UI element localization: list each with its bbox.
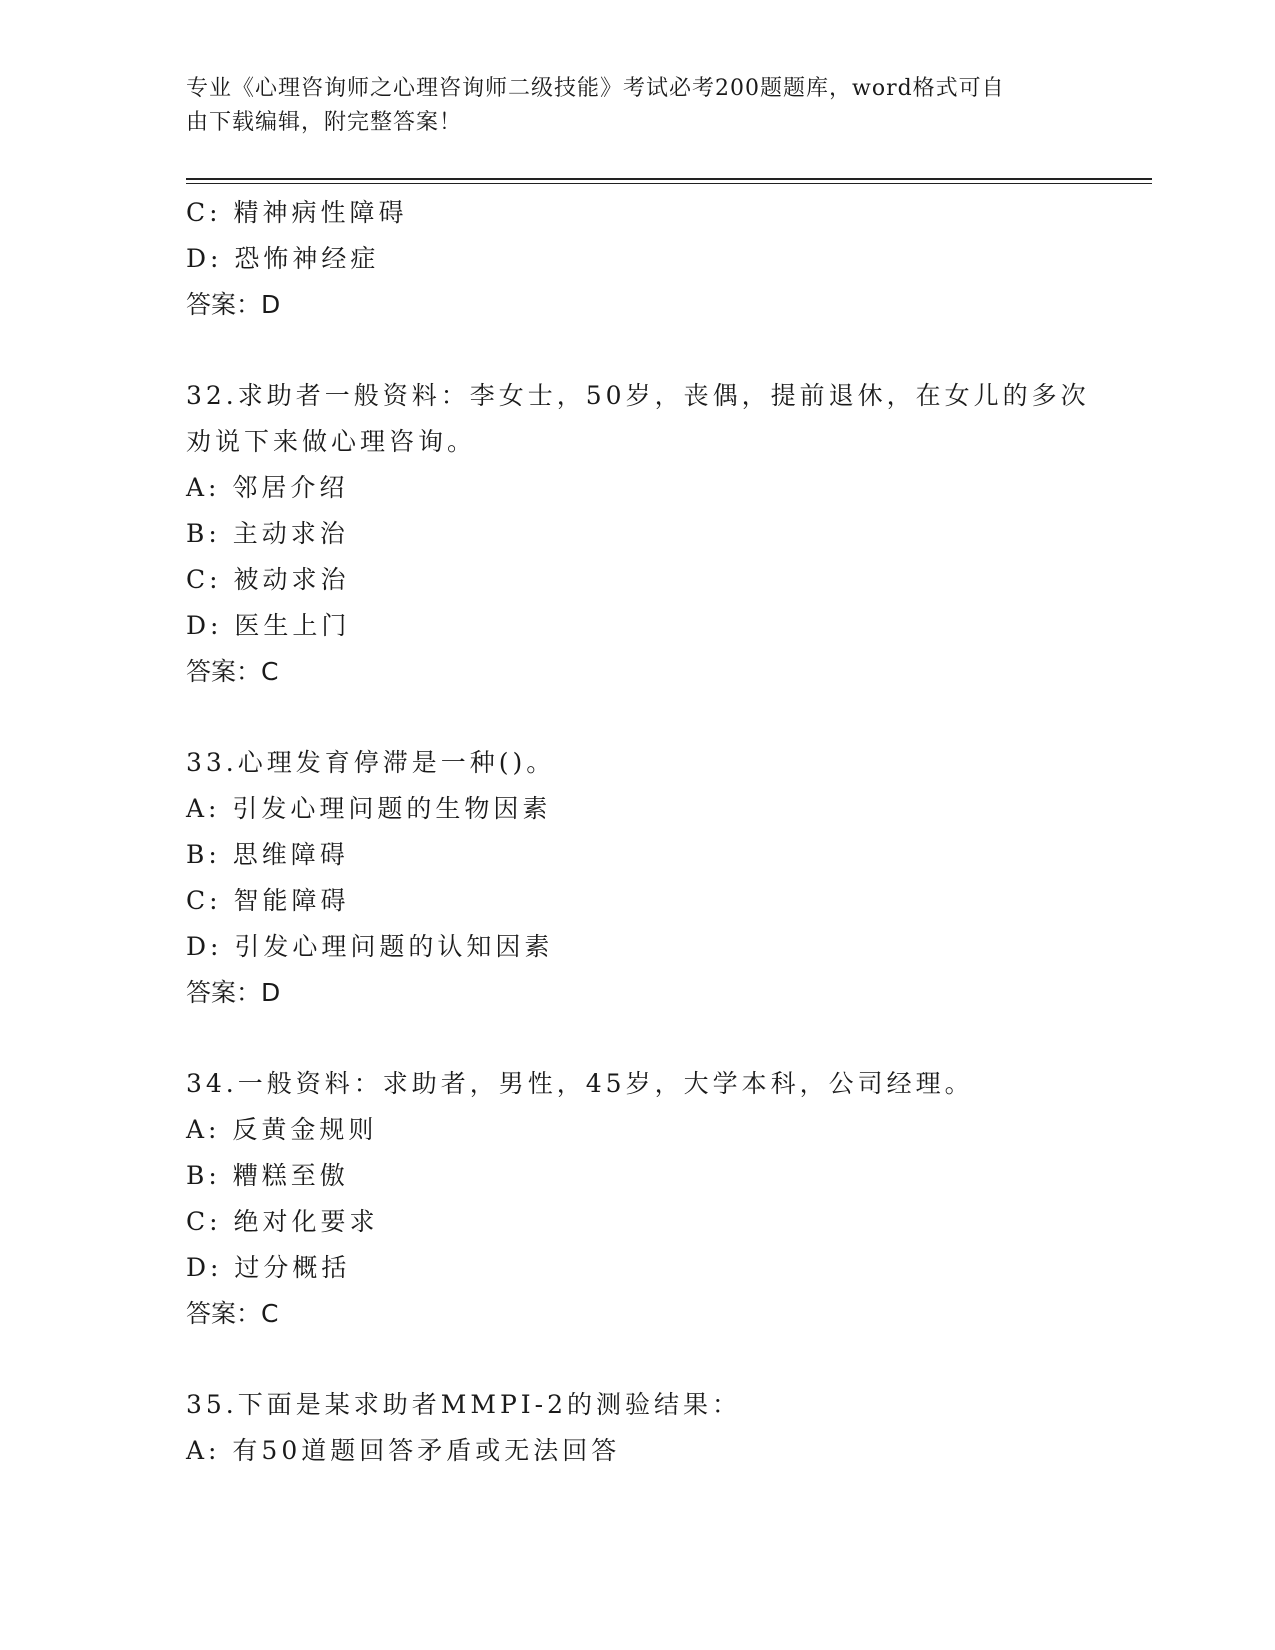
question-list xyxy=(186,190,1152,1474)
question-35 xyxy=(186,1382,1152,1474)
question-31-tail xyxy=(186,190,1152,328)
answer-label: 答案：C xyxy=(186,657,279,686)
option-d: D: 医生上门 xyxy=(186,611,351,640)
document-header xyxy=(186,72,1086,140)
option-a: A: 引发心理问题的生物因素 xyxy=(186,794,552,823)
option-a: A: 邻居介绍 xyxy=(186,473,349,502)
question-stem: 33.心理发育停滞是一种()。 xyxy=(186,748,556,777)
question-33 xyxy=(186,740,1152,1016)
option-b: B: 糟糕至傲 xyxy=(186,1161,349,1190)
option-b: B: 思维障碍 xyxy=(186,840,349,869)
question-stem: 32.求助者一般资料：李女士，50岁，丧偶，提前退休，在女儿的多次 xyxy=(186,381,1090,410)
question-32 xyxy=(186,373,1152,695)
header-divider-thick xyxy=(186,178,1152,180)
option-d: D: 恐怖神经症 xyxy=(186,244,380,273)
option-a: A: 有50道题回答矛盾或无法回答 xyxy=(186,1436,621,1465)
option-a: A: 反黄金规则 xyxy=(186,1115,378,1144)
option-d: D: 引发心理问题的认知因素 xyxy=(186,932,554,961)
answer-label: 答案：D xyxy=(186,290,281,319)
option-c: C: 绝对化要求 xyxy=(186,1207,379,1236)
option-b: B: 主动求治 xyxy=(186,519,349,548)
question-stem-continued: 劝说下来做心理咨询。 xyxy=(186,427,477,456)
option-c: C: 被动求治 xyxy=(186,565,350,594)
option-c: C: 智能障碍 xyxy=(186,886,350,915)
option-c: C: 精神病性障碍 xyxy=(186,198,408,227)
question-stem: 35.下面是某求助者MMPI-2的测验结果： xyxy=(186,1390,742,1419)
question-stem: 34.一般资料：求助者，男性，45岁，大学本科，公司经理。 xyxy=(186,1069,974,1098)
header-line-2: 由下载编辑，附完整答案！ xyxy=(186,110,463,135)
question-34 xyxy=(186,1061,1152,1337)
option-d: D: 过分概括 xyxy=(186,1253,351,1282)
answer-label: 答案：C xyxy=(186,1299,279,1328)
answer-label: 答案：D xyxy=(186,978,281,1007)
header-divider-thin xyxy=(186,183,1152,184)
header-line-1: 专业《心理咨询师之心理咨询师二级技能》考试必考200题题库，word格式可自 xyxy=(186,76,1005,101)
